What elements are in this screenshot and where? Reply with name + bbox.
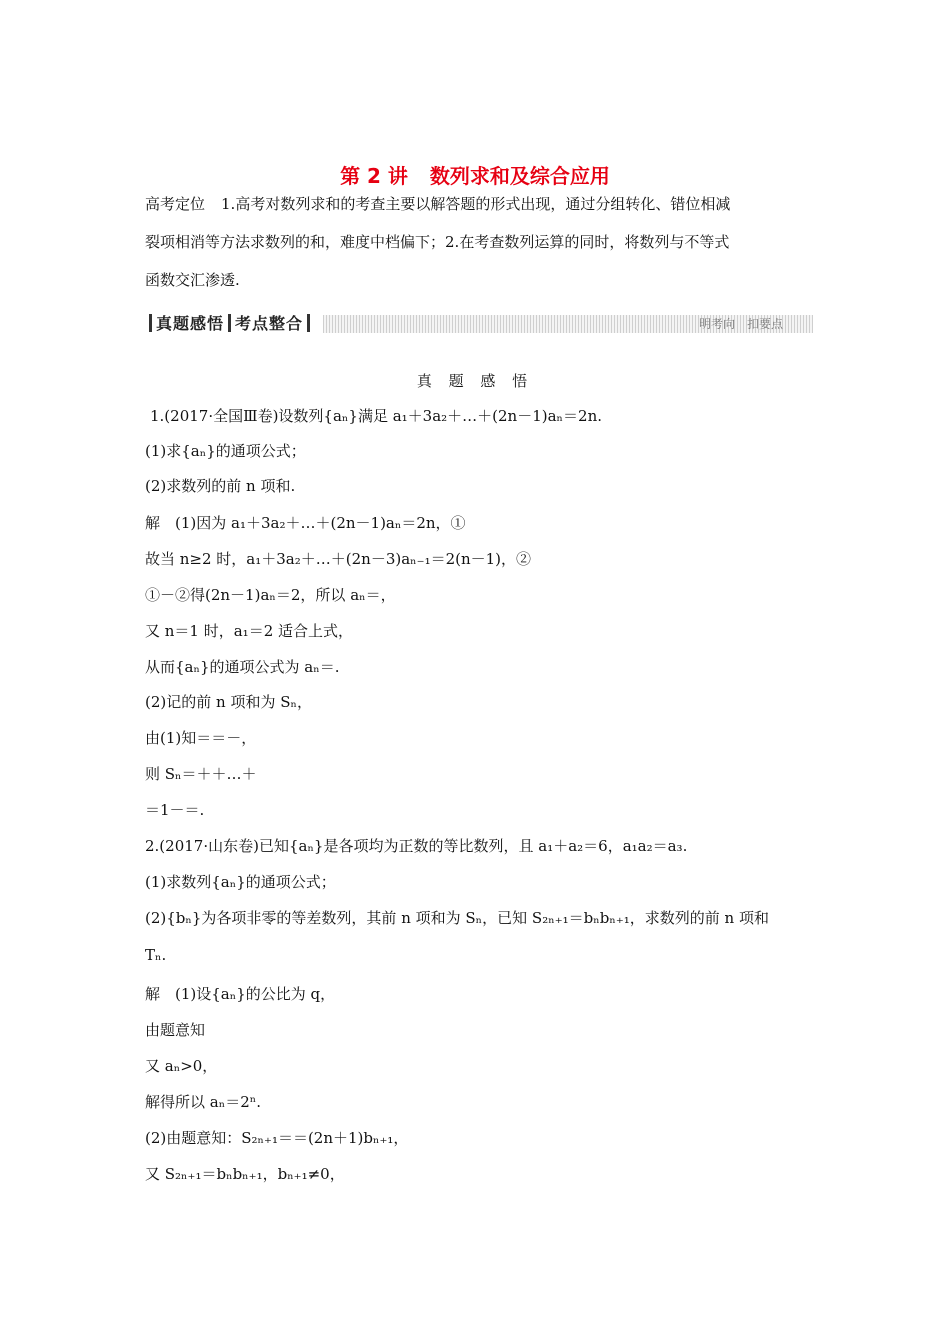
lecture-title: 数列求和及综合应用 [429,164,610,188]
problem-2-part-1: (1)求数列{aₙ}的通项公式； [145,873,336,891]
solution-line: 解 (1)设{aₙ}的公比为 q， [145,985,336,1003]
banner-zhenti: 真题感悟 [156,314,225,333]
solution-line: 从而{aₙ}的通项公式为 aₙ＝. [145,658,340,676]
problem-2-part-2-cont: Tₙ. [145,946,167,964]
solution-line: 解得所以 aₙ＝2ⁿ. [145,1093,262,1111]
solution-line: 故当 n≥2 时，a₁＋3a₂＋…＋(2n－3)aₙ₋₁＝2(n－1)，② [145,550,532,568]
intro-line-1: 高考定位 1.高考对数列求和的考查主要以解答题的形式出现，通过分组转化、错位相减 [145,195,731,213]
solution-line: 则 Sₙ＝＋＋…＋ [145,765,257,783]
problem-2: 2.(2017·山东卷)已知{aₙ}是各项均为正数的等比数列，且 a₁＋a₂＝6，a₁a₂＝a₃. [145,837,688,855]
solution-line: 由(1)知＝＝－， [145,729,257,747]
banner-kaodian: 考点整合 [235,314,304,333]
banner-tag [145,313,320,335]
solution-line: 解 (1)因为 a₁＋3a₂＋…＋(2n－1)aₙ＝2n，① [145,514,466,532]
solution-line: 又 S₂ₙ₊₁＝bₙbₙ₊₁，bₙ₊₁≠0， [145,1165,345,1183]
solution-line: (2)由题意知：S₂ₙ₊₁＝＝(2n＋1)bₙ₊₁， [145,1129,409,1147]
banner-right: 明考向 扣要点 [698,317,783,331]
solution-line: ＝1－＝. [145,801,205,819]
intro-label: 高考定位 [145,195,206,213]
problem-2-part-2: (2){bₙ}为各项非零的等差数列，其前 n 项和为 Sₙ，已知 S₂ₙ₊₁＝bₙbₙ₊₁，求数列的前 n 项和 [145,909,769,927]
solution-line: 由题意知 [145,1021,206,1039]
solution-line: 又 n＝1 时，a₁＝2 适合上式， [145,622,354,640]
solution-line: (2)记的前 n 项和为 Sₙ， [145,693,312,711]
problem-1-part-2: (2)求数列的前 n 项和. [145,477,296,495]
intro-line-3: 函数交汇渗透. [145,271,240,289]
solution-line: 又 aₙ>0， [145,1057,218,1075]
problem-1-part-1: (1)求{aₙ}的通项公式； [145,442,306,460]
exam-positioning [145,185,815,299]
lecture-number: 第 2 讲 [340,164,408,188]
intro-line-2: 裂项相消等方法求数列的和，难度中档偏下；2.在考查数列运算的同时，将数列与不等式 [145,233,730,251]
problem-1: 1.(2017·全国Ⅲ卷)设数列{aₙ}满足 a₁＋3a₂＋…＋(2n－1)aₙ＝2n. [150,407,603,425]
solution-line: ①－②得(2n－1)aₙ＝2，所以 aₙ＝， [145,586,396,604]
section-banner [145,313,813,335]
section-title: 真 题 感 悟 [416,372,534,390]
